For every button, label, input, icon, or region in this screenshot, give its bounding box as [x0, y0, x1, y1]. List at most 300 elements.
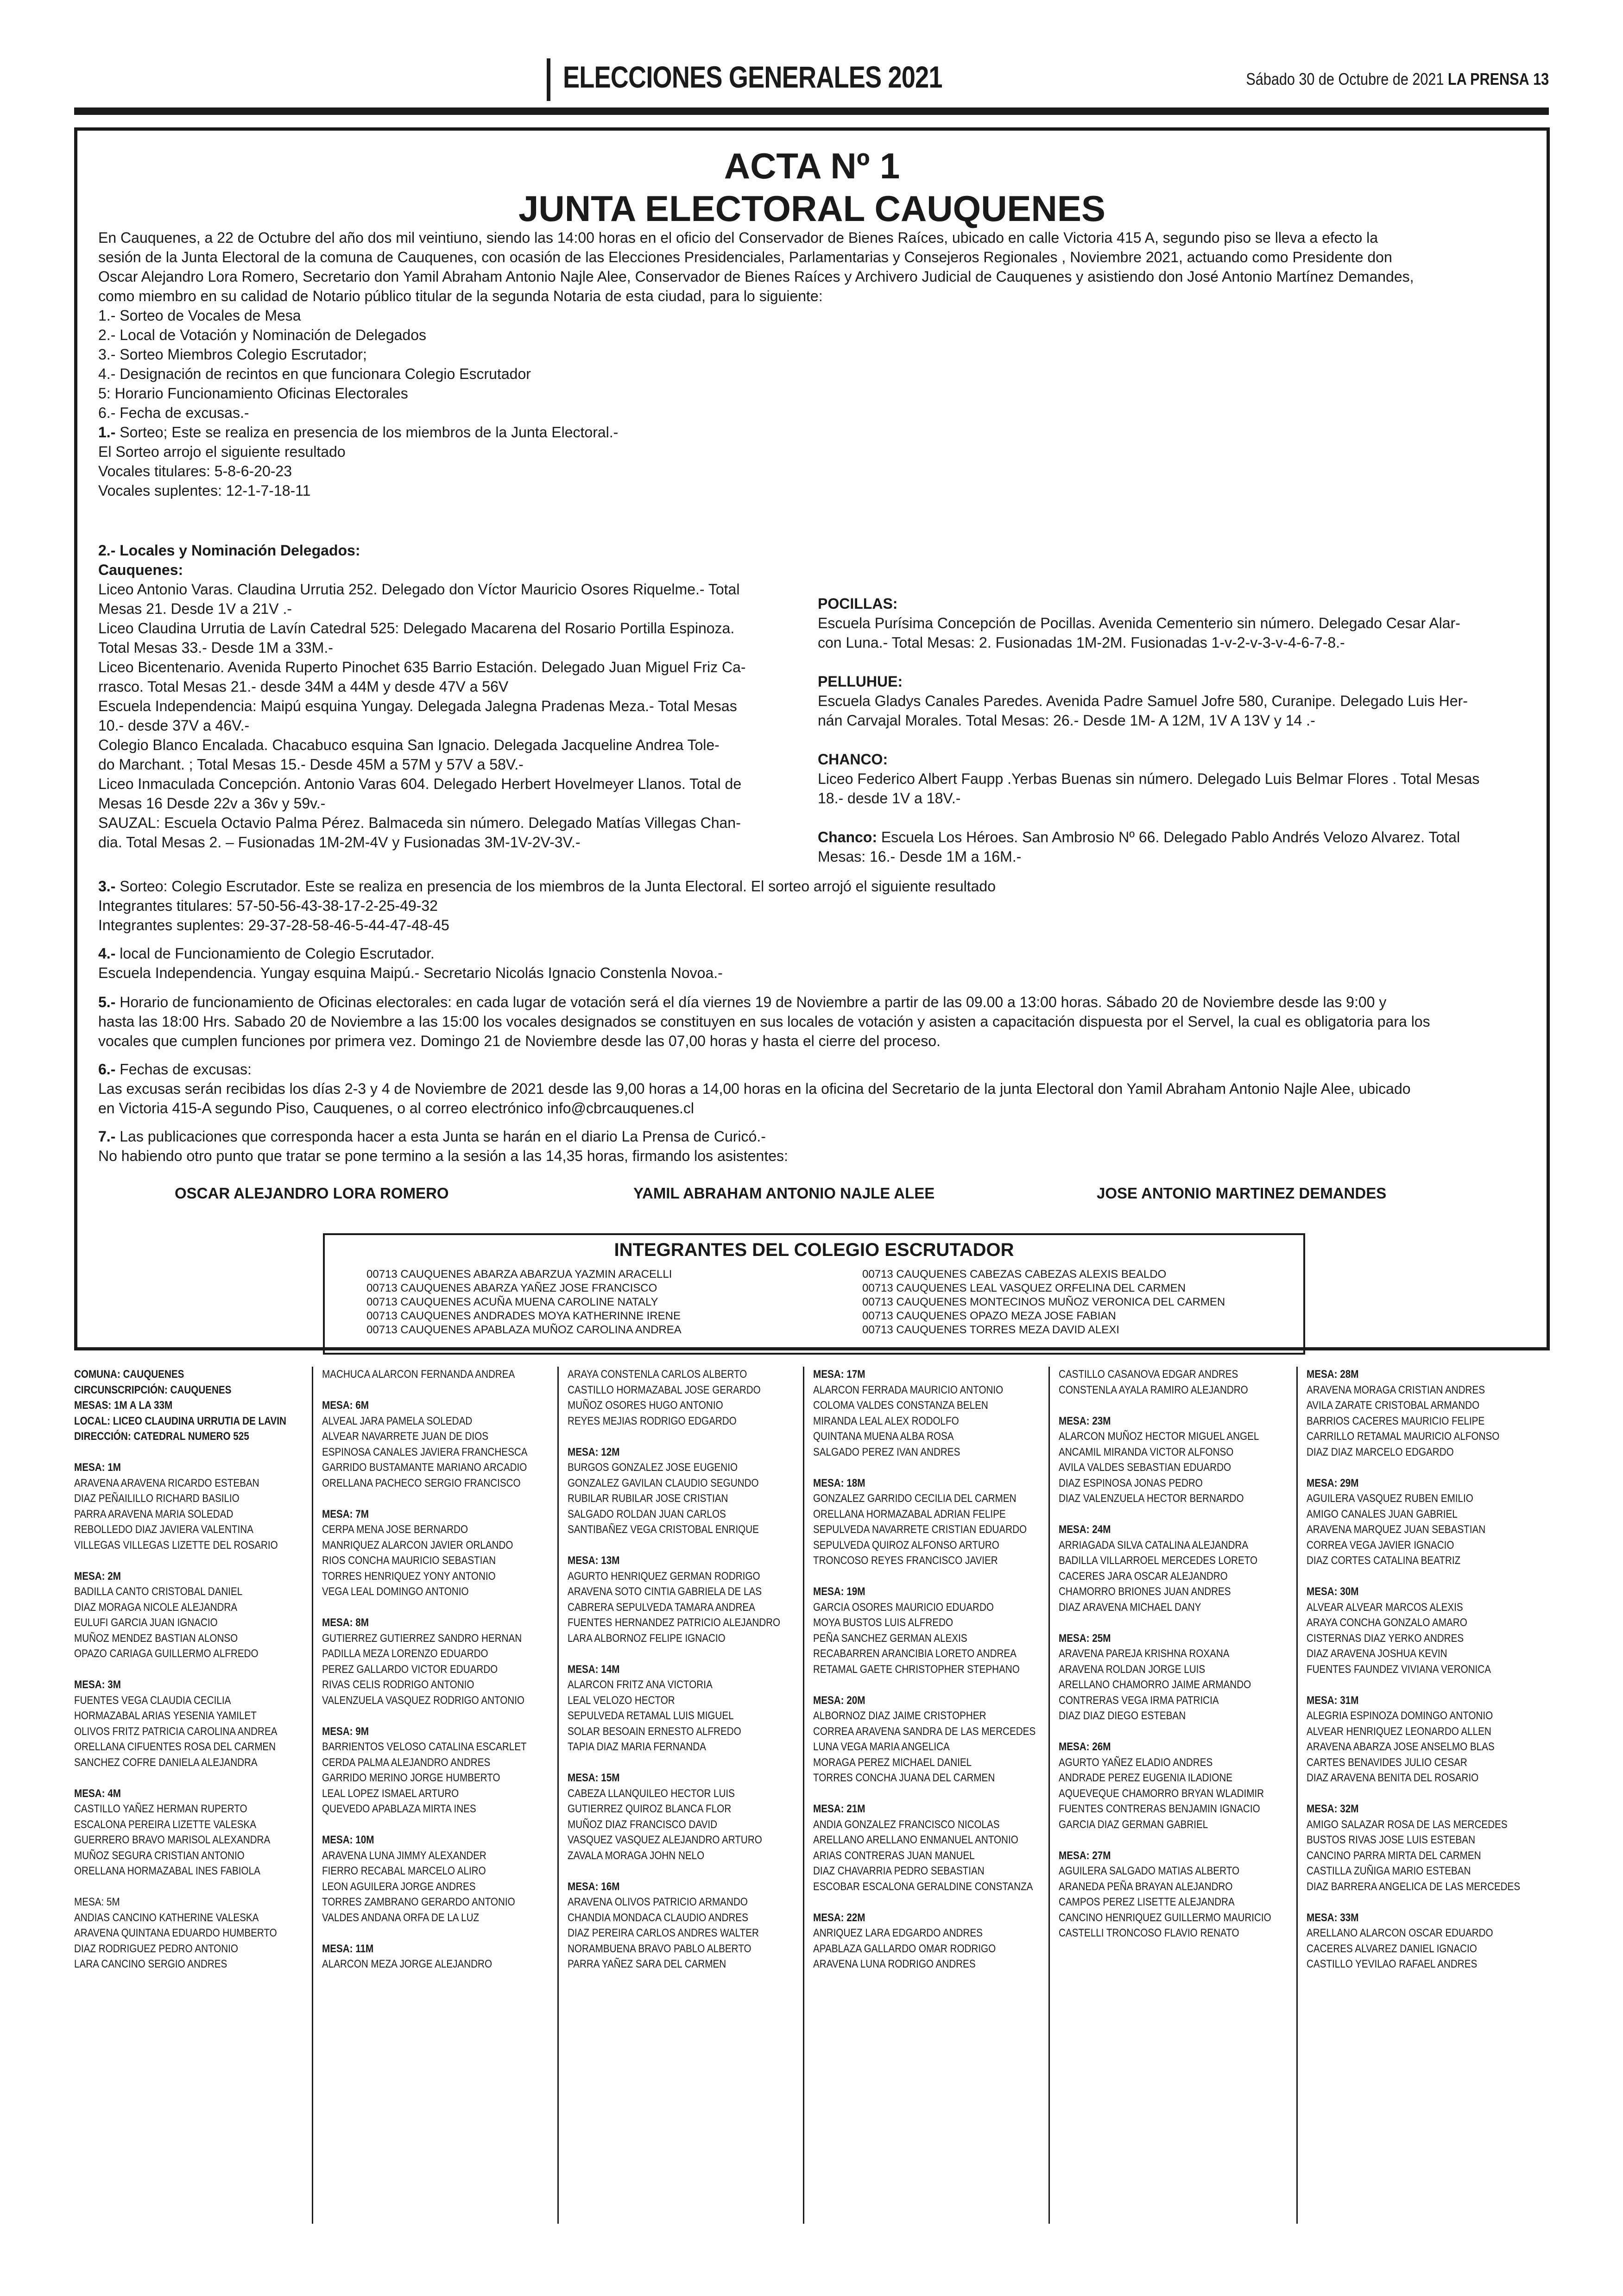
vocal-name: CASTILLO YAÑEZ HERMAN RUPERTO	[74, 1803, 247, 1815]
vocal-name: EULUFI GARCIA JUAN IGNACIO	[74, 1616, 218, 1629]
mesa-heading: MESA: 23M	[1059, 1414, 1111, 1427]
vocal-name: DIAZ ARAVENA JOSHUA KEVIN	[1307, 1647, 1447, 1660]
vocal-name: OPAZO CARIAGA GUILLERMO ALFREDO	[74, 1647, 259, 1660]
vocal-name: ALARCON MEZA JORGE ALEJANDRO	[322, 1958, 493, 1970]
spacer	[568, 1538, 767, 1553]
vocal-name: CABEZA LLANQUILEO HECTOR LUIS	[568, 1787, 735, 1800]
vocal-name: AVILA VALDES SEBASTIAN EDUARDO	[1059, 1461, 1231, 1474]
mesa-heading: MESA: 18M	[813, 1476, 865, 1489]
vocal-name: ESPINOSA CANALES JAVIERA FRANCHESCA	[322, 1445, 528, 1458]
section-1-label: 1.-	[98, 424, 116, 441]
vocal-name: ARAVENA MARQUEZ JUAN SEBASTIAN	[1307, 1523, 1486, 1536]
vocal-name: AGUILERA VASQUEZ RUBEN EMILIO	[1307, 1492, 1473, 1505]
spacer	[1059, 1398, 1258, 1413]
vocal-name: CERDA PALMA ALEJANDRO ANDRES	[322, 1756, 491, 1769]
vocal-name: CARRILLO RETAMAL MAURICIO ALFONSO	[1307, 1430, 1500, 1443]
section-7-label: 7.-	[98, 1128, 116, 1145]
vocal-name: VASQUEZ VASQUEZ ALEJANDRO ARTURO	[568, 1834, 762, 1846]
pelluhue-title: PELLUHUE:	[818, 673, 903, 690]
cauquenes-local-line: Mesas 21. Desde 1V a 21V .-	[98, 600, 292, 617]
spacer	[1059, 1832, 1258, 1848]
vocal-name: CASTELLI TRONCOSO FLAVIO RENATO	[1059, 1927, 1239, 1939]
vocales-column	[1059, 1367, 1271, 1941]
vocal-name: FUENTES HERNANDEZ PATRICIO ALEJANDRO	[568, 1616, 781, 1629]
section-1-line: Sorteo; Este se realiza en presencia de los miembros de la Junta Electoral.-	[120, 424, 619, 441]
vocal-name: VALENZUELA VASQUEZ RODRIGO ANTONIO	[322, 1694, 524, 1707]
vocal-name: ESCOBAR ESCALONA GERALDINE CONSTANZA	[813, 1880, 1033, 1893]
vocal-name: SANTIBAÑEZ VEGA CRISTOBAL ENRIQUE	[568, 1523, 759, 1536]
vocal-name: SEPULVEDA QUIROZ ALFONSO ARTURO	[813, 1539, 999, 1552]
spacer	[1307, 1786, 1506, 1802]
colegio-member: 00713 CAUQUENES LEAL VASQUEZ ORFELINA DEL CARMEN	[862, 1282, 1186, 1294]
mesa-heading: MESA: 16M	[568, 1880, 620, 1893]
section-4-label: 4.-	[98, 945, 116, 962]
vocal-name: FUENTES FAUNDEZ VIVIANA VERONICA	[1307, 1663, 1491, 1676]
vocal-name: GONZALEZ GARRIDO CECILIA DEL CARMEN	[813, 1492, 1017, 1505]
date-text: Sábado 30 de Octubre de 2021	[1246, 69, 1444, 88]
vocal-name: SEPULVEDA NAVARRETE CRISTIAN EDUARDO	[813, 1523, 1027, 1536]
vocal-name: MUÑOZ OSORES HUGO ANTONIO	[568, 1399, 723, 1412]
mesa-heading: MESA: 4M	[74, 1787, 121, 1800]
vocal-name: ORELLANA CIFUENTES ROSA DEL CARMEN	[74, 1741, 276, 1753]
vocal-name: ORELLANA HORMAZABAL INES FABIOLA	[74, 1865, 260, 1877]
spacer	[1059, 1507, 1258, 1522]
mesa-heading: MESA: 8M	[322, 1616, 369, 1629]
chanco-title: CHANCO:	[818, 751, 888, 768]
vocal-name: AGURTO YAÑEZ ELADIO ANDRES	[1059, 1756, 1213, 1769]
colegio-member: 00713 CAUQUENES CABEZAS CABEZAS ALEXIS BEALDO	[862, 1268, 1167, 1280]
vocal-name: CANCINO PARRA MIRTA DEL CARMEN	[1307, 1849, 1481, 1862]
vocal-name: VILLEGAS VILLEGAS LIZETTE DEL ROSARIO	[74, 1539, 278, 1552]
mesa-heading: MESA: 12M	[568, 1445, 620, 1458]
date-and-page	[1246, 69, 1549, 89]
vocal-name: MUÑOZ DIAZ FRANCISCO DAVID	[568, 1818, 717, 1831]
spacer	[1307, 1677, 1506, 1693]
section-6-line: Fechas de excusas:	[120, 1061, 252, 1078]
vocal-name: TORRES ZAMBRANO GERARDO ANTONIO	[322, 1896, 515, 1908]
vocal-name: ALVEAR HENRIQUEZ LEONARDO ALLEN	[1307, 1725, 1491, 1738]
intro-line: 4.- Designación de recintos en que funcionara Colegio Escrutador	[98, 366, 531, 382]
spacer	[1307, 1460, 1506, 1476]
spacer	[568, 1863, 767, 1879]
mesa-heading: MESA: 10M	[322, 1834, 374, 1846]
signature-president: OSCAR ALEJANDRO LORA ROMERO	[175, 1185, 449, 1202]
spacer	[74, 1879, 273, 1895]
spacer	[568, 1646, 767, 1662]
vocal-name: CORREA VEGA JAVIER IGNACIO	[1307, 1539, 1454, 1552]
cauquenes-local-line: dia. Total Mesas 2. – Fusionadas 1M-2M-4V y Fusionadas 3M-1V-2V-3V.-	[98, 834, 581, 851]
acta-box	[74, 127, 1550, 1350]
spacer	[322, 1817, 521, 1833]
vocal-name: CISTERNAS DIAZ YERKO ANDRES	[1307, 1632, 1464, 1645]
mesa-heading: MESA: 6M	[322, 1399, 369, 1412]
vocal-name: FUENTES VEGA CLAUDIA CECILIA	[74, 1694, 231, 1707]
vocal-name: DIAZ ESPINOSA JONAS PEDRO	[1059, 1476, 1203, 1489]
vocal-name: LEAL LOPEZ ISMAEL ARTURO	[322, 1787, 459, 1800]
spacer	[1059, 1724, 1258, 1740]
spacer	[568, 1429, 767, 1444]
vocales-column	[568, 1367, 781, 1972]
section-6-line: Las excusas serán recibidas los días 2-3 y 4 de Noviembre de 2021 desde las 9,00 horas a 14,00 horas en la oficina del Secretario de la junta Electoral don Yamil Abraham Antonio Najle Alee, ubicado	[98, 1080, 1411, 1097]
section-1-line: El Sorteo arrojo el siguiente resultado	[98, 443, 346, 460]
mesa-heading: LOCAL: LICEO CLAUDINA URRUTIA DE LAVIN	[74, 1414, 286, 1427]
vocal-name: BURGOS GONZALEZ JOSE EUGENIO	[568, 1461, 738, 1474]
vocal-name: ARELLANO CHAMORRO JAIME ARMANDO	[1059, 1678, 1251, 1691]
cauquenes-local-line: Liceo Antonio Varas. Claudina Urrutia 252. Delegado don Víctor Mauricio Osores Riquelme.- Total	[98, 581, 740, 598]
vocal-name: MANRIQUEZ ALARCON JAVIER ORLANDO	[322, 1539, 513, 1552]
cauquenes-local-line: Liceo Claudina Urrutia de Lavín Catedral 525: Delegado Macarena del Rosario Portilla Espinoza.	[98, 620, 735, 637]
vocal-name: MUÑOZ SEGURA CRISTIAN ANTONIO	[74, 1849, 245, 1862]
vocal-name: RECABARREN ARANCIBIA LORETO ANDREA	[813, 1647, 1017, 1660]
vocal-name: REYES MEJIAS RODRIGO EDGARDO	[568, 1414, 737, 1427]
vocal-name: AGURTO HENRIQUEZ GERMAN RODRIGO	[568, 1570, 760, 1583]
mesa-heading: MESA: 21M	[813, 1803, 865, 1815]
pocillas-line: Escuela Purísima Concepción de Pocillas. Avenida Cementerio sin número. Delegado Cesar Alar-	[818, 615, 1460, 631]
vocal-name: SOLAR BESOAIN ERNESTO ALFREDO	[568, 1725, 741, 1738]
mesa-heading: MESA: 14M	[568, 1663, 620, 1676]
section-5-line: hasta las 18:00 Hrs. Sabado 20 de Noviembre a las 15:00 los vocales designados se constituyen en sus locales de votación y asisten a capacitación dispuesta por el Servel, la cual es obligatoria para los	[98, 1013, 1430, 1030]
pelluhue-line: Escuela Gladys Canales Paredes. Avenida Padre Samuel Jofre 580, Curanipe. Delegado Luis Her-	[818, 693, 1468, 709]
mesa-heading: MESA: 32M	[1307, 1803, 1359, 1815]
intro-line: 2.- Local de Votación y Nominación de Delegados	[98, 327, 426, 343]
section-3	[98, 877, 1525, 935]
vocal-name: DIAZ PEÑAILILLO RICHARD BASILIO	[74, 1492, 240, 1505]
vocal-name: FIERRO RECABAL MARCELO ALIRO	[322, 1865, 486, 1877]
section-3-line: Integrantes suplentes: 29-37-28-58-46-5-44-47-48-45	[98, 917, 449, 934]
cauquenes-local-line: 10.- desde 37V a 46V.-	[98, 717, 250, 734]
vocal-name: ARAVENA MORAGA CRISTIAN ANDRES	[1307, 1383, 1485, 1396]
vocal-name: CACERES JARA OSCAR ALEJANDRO	[1059, 1570, 1228, 1583]
spacer	[1307, 1894, 1506, 1910]
vocal-name: GUTIERREZ QUIROZ BLANCA FLOR	[568, 1803, 732, 1815]
section-1-line: Vocales suplentes: 12-1-7-18-11	[98, 482, 311, 499]
section-2-subtitle: Cauquenes:	[98, 561, 183, 578]
vocal-name: ARAVENA ARAVENA RICARDO ESTEBAN	[74, 1476, 259, 1489]
vocal-name: FUENTES CONTRERAS BENJAMIN IGNACIO	[1059, 1803, 1260, 1815]
mesa-heading: COMUNA: CAUQUENES	[74, 1368, 184, 1381]
colegio-list-left	[366, 1268, 682, 1337]
vocal-name: ALEGRIA ESPINOZA DOMINGO ANTONIO	[1307, 1709, 1493, 1722]
vocal-name: ARAVENA PAREJA KRISHNA ROXANA	[1059, 1647, 1230, 1660]
mesa-heading: MESA: 28M	[1307, 1368, 1359, 1381]
header-rule	[74, 107, 1549, 115]
vocal-name: ARAVENA ROLDAN JORGE LUIS	[1059, 1663, 1206, 1676]
section-3-line: Sorteo: Colegio Escrutador. Este se realiza en presencia de los miembros de la Junta Electoral. El sorteo arrojó el siguiente resultado	[120, 878, 996, 895]
colegio-escrutador-box	[323, 1233, 1305, 1355]
vocal-name: GARRIDO BUSTAMANTE MARIANO ARCADIO	[322, 1461, 527, 1474]
vocal-name: DIAZ BARRERA ANGELICA DE LAS MERCEDES	[1307, 1880, 1521, 1893]
vocal-name: REBOLLEDO DIAZ JAVIERA VALENTINA	[74, 1523, 253, 1536]
vocal-name: CANCINO HENRIQUEZ GUILLERMO MAURICIO	[1059, 1911, 1271, 1924]
colegio-member: 00713 CAUQUENES TORRES MEZA DAVID ALEXI	[862, 1324, 1119, 1336]
vocal-name: DIAZ VALENZUELA HECTOR BERNARDO	[1059, 1492, 1244, 1505]
vocal-name: ARAVENA LUNA JIMMY ALEXANDER	[322, 1849, 486, 1862]
vocal-name: CORREA ARAVENA SANDRA DE LAS MERCEDES	[813, 1725, 1036, 1738]
vocal-name: MESA: 5M	[74, 1896, 120, 1908]
vocal-name: ARANEDA PEÑA BRAYAN ALEJANDRO	[1059, 1880, 1233, 1893]
vocales-column	[1307, 1367, 1521, 1972]
chanco-line: Liceo Federico Albert Faupp .Yerbas Buenas sin número. Delegado Luis Belmar Flores . Total Mesas	[818, 770, 1480, 787]
vocal-name: RIVAS CELIS RODRIGO ANTONIO	[322, 1678, 474, 1691]
mesa-heading: MESA: 13M	[568, 1554, 620, 1567]
vocal-name: ANDRADE PEREZ EUGENIA ILADIONE	[1059, 1772, 1233, 1784]
vocal-name: HORMAZABAL ARIAS YESENIA YAMILET	[74, 1709, 257, 1722]
vocal-name: PADILLA MEZA LORENZO EDUARDO	[322, 1647, 488, 1660]
column-divider	[312, 1367, 313, 2224]
vocal-name: MUÑOZ MENDEZ BASTIAN ALONSO	[74, 1632, 238, 1645]
vocal-name: ALBORNOZ DIAZ JAIME CRISTOPHER	[813, 1709, 986, 1722]
vocal-name: DIAZ ARAVENA MICHAEL DANY	[1059, 1601, 1201, 1614]
vocal-name: QUEVEDO APABLAZA MIRTA INES	[322, 1803, 476, 1815]
section-5	[98, 992, 1525, 1051]
vocal-name: CAMPOS PEREZ LISETTE ALEJANDRA	[1059, 1896, 1235, 1908]
vocal-name: CHANDIA MONDACA CLAUDIO ANDRES	[568, 1911, 748, 1924]
vocal-name: LARA ALBORNOZ FELIPE IGNACIO	[568, 1632, 726, 1645]
vocal-name: ALVEAR NAVARRETE JUAN DE DIOS	[322, 1430, 488, 1443]
vocal-name: LEON AGUILERA JORGE ANDRES	[322, 1880, 476, 1893]
vocal-name: PEÑA SANCHEZ GERMAN ALEXIS	[813, 1632, 967, 1645]
spacer	[322, 1600, 521, 1615]
vocal-name: DIAZ CORTES CATALINA BEATRIZ	[1307, 1554, 1461, 1567]
mesa-heading: MESA: 17M	[813, 1368, 865, 1381]
spacer	[813, 1786, 1012, 1802]
vocal-name: VALDES ANDANA ORFA DE LA LUZ	[322, 1911, 480, 1924]
vocal-name: PEREZ GALLARDO VICTOR EDUARDO	[322, 1663, 498, 1676]
vocal-name: CHAMORRO BRIONES JUAN ANDRES	[1059, 1585, 1231, 1598]
vocal-name: TAPIA DIAZ MARIA FERNANDA	[568, 1741, 706, 1753]
vocal-name: ORELLANA PACHECO SERGIO FRANCISCO	[322, 1476, 521, 1489]
vocal-name: ARAVENA SOTO CINTIA GABRIELA DE LAS	[568, 1585, 762, 1598]
acta-title-line1: ACTA Nº 1	[724, 145, 900, 186]
cauquenes-local-line: Escuela Independencia: Maipú esquina Yungay. Delegada Jalegna Pradenas Meza.- Total Mesas	[98, 698, 737, 714]
spacer	[813, 1894, 1012, 1910]
spacer	[322, 1925, 521, 1941]
section-5-line: vocales que cumplen funciones por primera vez. Domingo 21 de Noviembre desde las 07,00 horas y hasta el cierre del proceso.	[98, 1033, 941, 1049]
vocal-name: GUTIERREZ GUTIERREZ SANDRO HERNAN	[322, 1632, 522, 1645]
page-header	[74, 55, 1549, 106]
acta-title-line2: JUNTA ELECTORAL CAUQUENES	[518, 188, 1105, 229]
intro-line: como miembro en su calidad de Notario público titular de la segunda Notaria de esta ciudad, para lo siguiente:	[98, 288, 823, 304]
vocal-name: MIRANDA LEAL ALEX RODOLFO	[813, 1414, 959, 1427]
mesa-heading: MESA: 3M	[74, 1678, 121, 1691]
intro-line: sesión de la Junta Electoral de la comuna de Cauquenes, con ocasión de las Elecciones Presidenciales, Parlamentarias y Consejeros Regionales , Noviembre 2021, actuando como Presidente don	[98, 249, 1392, 265]
vocal-name: ESCALONA PEREIRA LIZETTE VALESKA	[74, 1818, 257, 1831]
vocal-name: APABLAZA GALLARDO OMAR RODRIGO	[813, 1942, 996, 1955]
vocal-name: TORRES CONCHA JUANA DEL CARMEN	[813, 1772, 995, 1784]
pocillas-line: con Luna.- Total Mesas: 2. Fusionadas 1M-2M. Fusionadas 1-v-2-v-3-v-4-6-7-8.-	[818, 634, 1345, 651]
vocal-name: QUINTANA MUENA ALBA ROSA	[813, 1430, 954, 1443]
chanco2-label: Chanco:	[818, 829, 877, 845]
page-number: 13	[1533, 69, 1549, 88]
vocal-name: DIAZ MORAGA NICOLE ALEJANDRA	[74, 1601, 238, 1614]
vocal-name: SALGADO PEREZ IVAN ANDRES	[813, 1445, 960, 1458]
cauquenes-local-line: Liceo Bicentenario. Avenida Ruperto Pinochet 635 Barrio Estación. Delegado Juan Miguel Friz Ca-	[98, 659, 746, 675]
section-3-line: Integrantes titulares: 57-50-56-43-38-17-2-25-49-32	[98, 897, 438, 914]
spacer	[322, 1382, 521, 1398]
vocal-name: BARRIOS CACERES MAURICIO FELIPE	[1307, 1414, 1485, 1427]
vocal-name: ANCAMIL MIRANDA VICTOR ALFONSO	[1059, 1445, 1234, 1458]
vocales-column	[74, 1367, 286, 1972]
mesa-heading: MESA: 25M	[1059, 1632, 1111, 1645]
colegio-member: 00713 CAUQUENES ABARZA YAÑEZ JOSE FRANCISCO	[366, 1282, 657, 1294]
vocal-name: LARA CANCINO SERGIO ANDRES	[74, 1958, 227, 1970]
vocal-name: ARELLANO ARELLANO ENMANUEL ANTONIO	[813, 1834, 1018, 1846]
cauquenes-local-line: Colegio Blanco Encalada. Chacabuco esquina San Ignacio. Delegada Jacqueline Andrea Tole-	[98, 737, 720, 753]
vocal-name: PARRA ARAVENA MARIA SOLEDAD	[74, 1508, 234, 1520]
cauquenes-local-line: Mesas 16 Desde 22v a 36v y 59v.-	[98, 795, 326, 812]
header-divider	[547, 58, 550, 101]
spacer	[813, 1460, 1012, 1476]
vocales-de-mesa	[74, 1367, 1550, 2238]
section-5-line: Horario de funcionamiento de Oficinas electorales: en cada lugar de votación será el día viernes 19 de Noviembre a partir de las 09.00 a 13:00 horas. Sábado 20 de Noviembre desde las 9:00 y	[120, 994, 1387, 1010]
vocal-name: ARIAS CONTRERAS JUAN MANUEL	[813, 1849, 975, 1862]
vocal-name: BADILLA CANTO CRISTOBAL DANIEL	[74, 1585, 243, 1598]
spacer	[74, 1662, 273, 1678]
mesa-heading: MESAS: 1M A LA 33M	[74, 1399, 173, 1412]
mesa-heading: MESA: 9M	[322, 1725, 369, 1738]
vocal-name: AGUILERA SALGADO MATIAS ALBERTO	[1059, 1865, 1240, 1877]
vocal-name: BUSTOS RIVAS JOSE LUIS ESTEBAN	[1307, 1834, 1475, 1846]
colegio-member: 00713 CAUQUENES APABLAZA MUÑOZ CAROLINA ANDREA	[366, 1324, 682, 1336]
intro-line: En Cauquenes, a 22 de Octubre del año dos mil veintiuno, siendo las 14:00 horas en el oficio del Conservador de Bienes Raíces, ubicado en calle Victoria 415 A, segundo piso se lleva a efecto la	[98, 229, 1378, 246]
mesa-heading: MESA: 11M	[322, 1942, 374, 1955]
mesa-heading: MESA: 19M	[813, 1585, 865, 1598]
intro-line: 1.- Sorteo de Vocales de Mesa	[98, 307, 301, 324]
section-4-line: Escuela Independencia. Yungay esquina Maipú.- Secretario Nicolás Ignacio Constenla Novoa.-	[98, 965, 723, 981]
vocal-name: AQUEVEQUE CHAMORRO BRYAN WLADIMIR	[1059, 1787, 1264, 1800]
vocal-name: LUNA VEGA MARIA ANGELICA	[813, 1741, 950, 1753]
colegio-member: 00713 CAUQUENES OPAZO MEZA JOSE FABIAN	[862, 1310, 1116, 1322]
colegio-escrutador-title: INTEGRANTES DEL COLEGIO ESCRUTADOR	[614, 1240, 1014, 1260]
vocal-name: SALGADO ROLDAN JUAN CARLOS	[568, 1508, 726, 1520]
vocal-name: ALARCON FERRADA MAURICIO ANTONIO	[813, 1383, 1004, 1396]
spacer	[813, 1677, 1012, 1693]
cauquenes-local-line: Liceo Inmaculada Concepción. Antonio Varas 604. Delegado Herbert Hovelmeyer Llanos. Total de	[98, 776, 742, 792]
vocal-name: CASTILLO YEVILAO RAFAEL ANDRES	[1307, 1958, 1478, 1970]
vocal-name: ARAYA CONCHA GONZALO AMARO	[1307, 1616, 1467, 1629]
vocal-name: GARCIA OSORES MAURICIO EDUARDO	[813, 1601, 994, 1614]
vocal-name: ORELLANA HORMAZABAL ADRIAN FELIPE	[813, 1508, 1006, 1520]
vocal-name: SANCHEZ COFRE DANIELA ALEJANDRA	[74, 1756, 258, 1769]
intro-line: 5: Horario Funcionamiento Oficinas Electorales	[98, 385, 408, 402]
vocal-name: ARRIAGADA SILVA CATALINA ALEJANDRA	[1059, 1539, 1249, 1552]
section-2-list	[98, 580, 821, 852]
vocal-name: VEGA LEAL DOMINGO ANTONIO	[322, 1585, 469, 1598]
vocal-name: ANRIQUEZ LARA EDGARDO ANDRES	[813, 1927, 983, 1939]
vocal-name: DIAZ DIAZ DIEGO ESTEBAN	[1059, 1709, 1186, 1722]
vocal-name: DIAZ PEREIRA CARLOS ANDRES WALTER	[568, 1927, 759, 1939]
vocal-name: ARAVENA OLIVOS PATRICIO ARMANDO	[568, 1896, 748, 1908]
chanco2-line: Escuela Los Héroes. San Ambrosio Nº 66. Delegado Pablo Andrés Velozo Alvarez. Total	[881, 829, 1460, 845]
vocal-name: MACHUCA ALARCON FERNANDA ANDREA	[322, 1368, 515, 1381]
mesa-heading: MESA: 33M	[1307, 1911, 1359, 1924]
vocal-name: ANDIAS CANCINO KATHERINE VALESKA	[74, 1911, 259, 1924]
vocal-name: DIAZ CHAVARRIA PEDRO SEBASTIAN	[813, 1865, 985, 1877]
intro-line: 6.- Fecha de excusas.-	[98, 404, 249, 421]
colegio-member: 00713 CAUQUENES ABARZA ABARZUA YAZMIN ARACELLI	[366, 1268, 672, 1280]
section-7	[98, 1127, 1525, 1166]
spacer	[1059, 1615, 1258, 1631]
vocal-name: NORAMBUENA BRAVO PABLO ALBERTO	[568, 1942, 752, 1955]
vocal-name: CONTRERAS VEGA IRMA PATRICIA	[1059, 1694, 1219, 1707]
section-6-label: 6.-	[98, 1061, 116, 1078]
vocal-name: ARAYA CONSTENLA CARLOS ALBERTO	[568, 1368, 747, 1381]
vocal-name: ALVEAL JARA PAMELA SOLEDAD	[322, 1414, 473, 1427]
vocal-name: LEAL VELOZO HECTOR	[568, 1694, 675, 1707]
pocillas-title: POCILLAS:	[818, 595, 898, 612]
vocal-name: ARAVENA LUNA RODRIGO ANDRES	[813, 1958, 976, 1970]
signature-secretary: YAMIL ABRAHAM ANTONIO NAJLE ALEE	[633, 1185, 935, 1202]
section-1-line: Vocales titulares: 5-8-6-20-23	[98, 463, 292, 479]
vocal-name: ANDIA GONZALEZ FRANCISCO NICOLAS	[813, 1818, 1000, 1831]
signature-notary: JOSE ANTONIO MARTINEZ DEMANDES	[1097, 1185, 1387, 1202]
mesa-heading: MESA: 29M	[1307, 1476, 1359, 1489]
mesa-heading: MESA: 24M	[1059, 1523, 1111, 1536]
mesa-heading: CIRCUNSCRIPCIÓN: CAUQUENES	[74, 1383, 232, 1396]
vocal-name: RIOS CONCHA MAURICIO SEBASTIAN	[322, 1554, 496, 1567]
vocal-name: AMIGO SALAZAR ROSA DE LAS MERCEDES	[1307, 1818, 1508, 1831]
mesa-heading: MESA: 31M	[1307, 1694, 1359, 1707]
vocal-name: ARELLANO ALARCON OSCAR EDUARDO	[1307, 1927, 1493, 1939]
vocal-name: TRONCOSO REYES FRANCISCO JAVIER	[813, 1554, 998, 1567]
vocal-name: TORRES HENRIQUEZ YONY ANTONIO	[322, 1570, 496, 1583]
section-4-line: local de Funcionamiento de Colegio Escrutador.	[120, 945, 435, 962]
cauquenes-local-line: SAUZAL: Escuela Octavio Palma Pérez. Balmaceda sin número. Delegado Matías Villegas Chan-	[98, 814, 741, 831]
column-divider	[803, 1367, 804, 2224]
colegio-list-right	[862, 1268, 1225, 1337]
spacer	[74, 1553, 273, 1569]
section-2-right	[818, 594, 1527, 866]
vocal-name: CARTES BENAVIDES JULIO CESAR	[1307, 1756, 1467, 1769]
vocal-name: ZAVALA MORAGA JOHN NELO	[568, 1849, 705, 1862]
vocal-name: CONSTENLA AYALA RAMIRO ALEJANDRO	[1059, 1383, 1248, 1396]
chanco2-line: Mesas: 16.- Desde 1M a 16M.-	[818, 848, 1022, 865]
vocal-name: COLOMA VALDES CONSTANZA BELEN	[813, 1399, 988, 1412]
cauquenes-local-line: do Marchant. ; Total Mesas 15.- Desde 45M a 57M y 57V a 58V.-	[98, 756, 524, 773]
vocales-column	[813, 1367, 1036, 1972]
section-6-line: en Victoria 415-A segundo Piso, Cauquenes, o al correo electrónico info@cbrcauquenes.cl	[98, 1100, 695, 1116]
mesa-heading: MESA: 22M	[813, 1911, 865, 1924]
spacer	[568, 1755, 767, 1771]
section-4	[98, 944, 1525, 983]
vocal-name: SEPULVEDA RETAMAL LUIS MIGUEL	[568, 1709, 734, 1722]
vocal-name: BADILLA VILLARROEL MERCEDES LORETO	[1059, 1554, 1258, 1567]
section-7-line: No habiendo otro punto que tratar se pone termino a la sesión a las 14,35 horas, firmando los asistentes:	[98, 1148, 788, 1164]
spacer	[813, 1569, 1012, 1584]
colegio-member: 00713 CAUQUENES MONTECINOS MUÑOZ VERONICA DEL CARMEN	[862, 1296, 1225, 1308]
vocal-name: CERPA MENA JOSE BERNARDO	[322, 1523, 468, 1536]
section-3-label: 3.-	[98, 878, 116, 895]
vocal-name: DIAZ DIAZ MARCELO EDGARDO	[1307, 1445, 1454, 1458]
vocal-name: RUBILAR RUBILAR JOSE CRISTIAN	[568, 1492, 728, 1505]
mesa-heading: MESA: 26M	[1059, 1741, 1111, 1753]
vocal-name: CABRERA SEPULVEDA TAMARA ANDREA	[568, 1601, 755, 1614]
spacer	[74, 1770, 273, 1786]
spacer	[74, 1444, 273, 1460]
vocal-name: MORAGA PEREZ MICHAEL DANIEL	[813, 1756, 972, 1769]
vocal-name: RETAMAL GAETE CHRISTOPHER STEPHANO	[813, 1663, 1020, 1676]
column-divider	[557, 1367, 559, 2224]
section-1	[98, 423, 1525, 500]
vocal-name: ARAVENA QUINTANA EDUARDO HUMBERTO	[74, 1927, 277, 1939]
section-2-title: 2.- Locales y Nominación Delegados:	[98, 542, 360, 559]
mesa-heading: MESA: 2M	[74, 1570, 121, 1583]
acta-title	[77, 145, 1547, 230]
section-6	[98, 1060, 1525, 1118]
vocal-name: ALARCON FRITZ ANA VICTORIA	[568, 1678, 713, 1691]
acta-intro	[98, 228, 1525, 423]
mesa-heading: MESA: 27M	[1059, 1849, 1111, 1862]
